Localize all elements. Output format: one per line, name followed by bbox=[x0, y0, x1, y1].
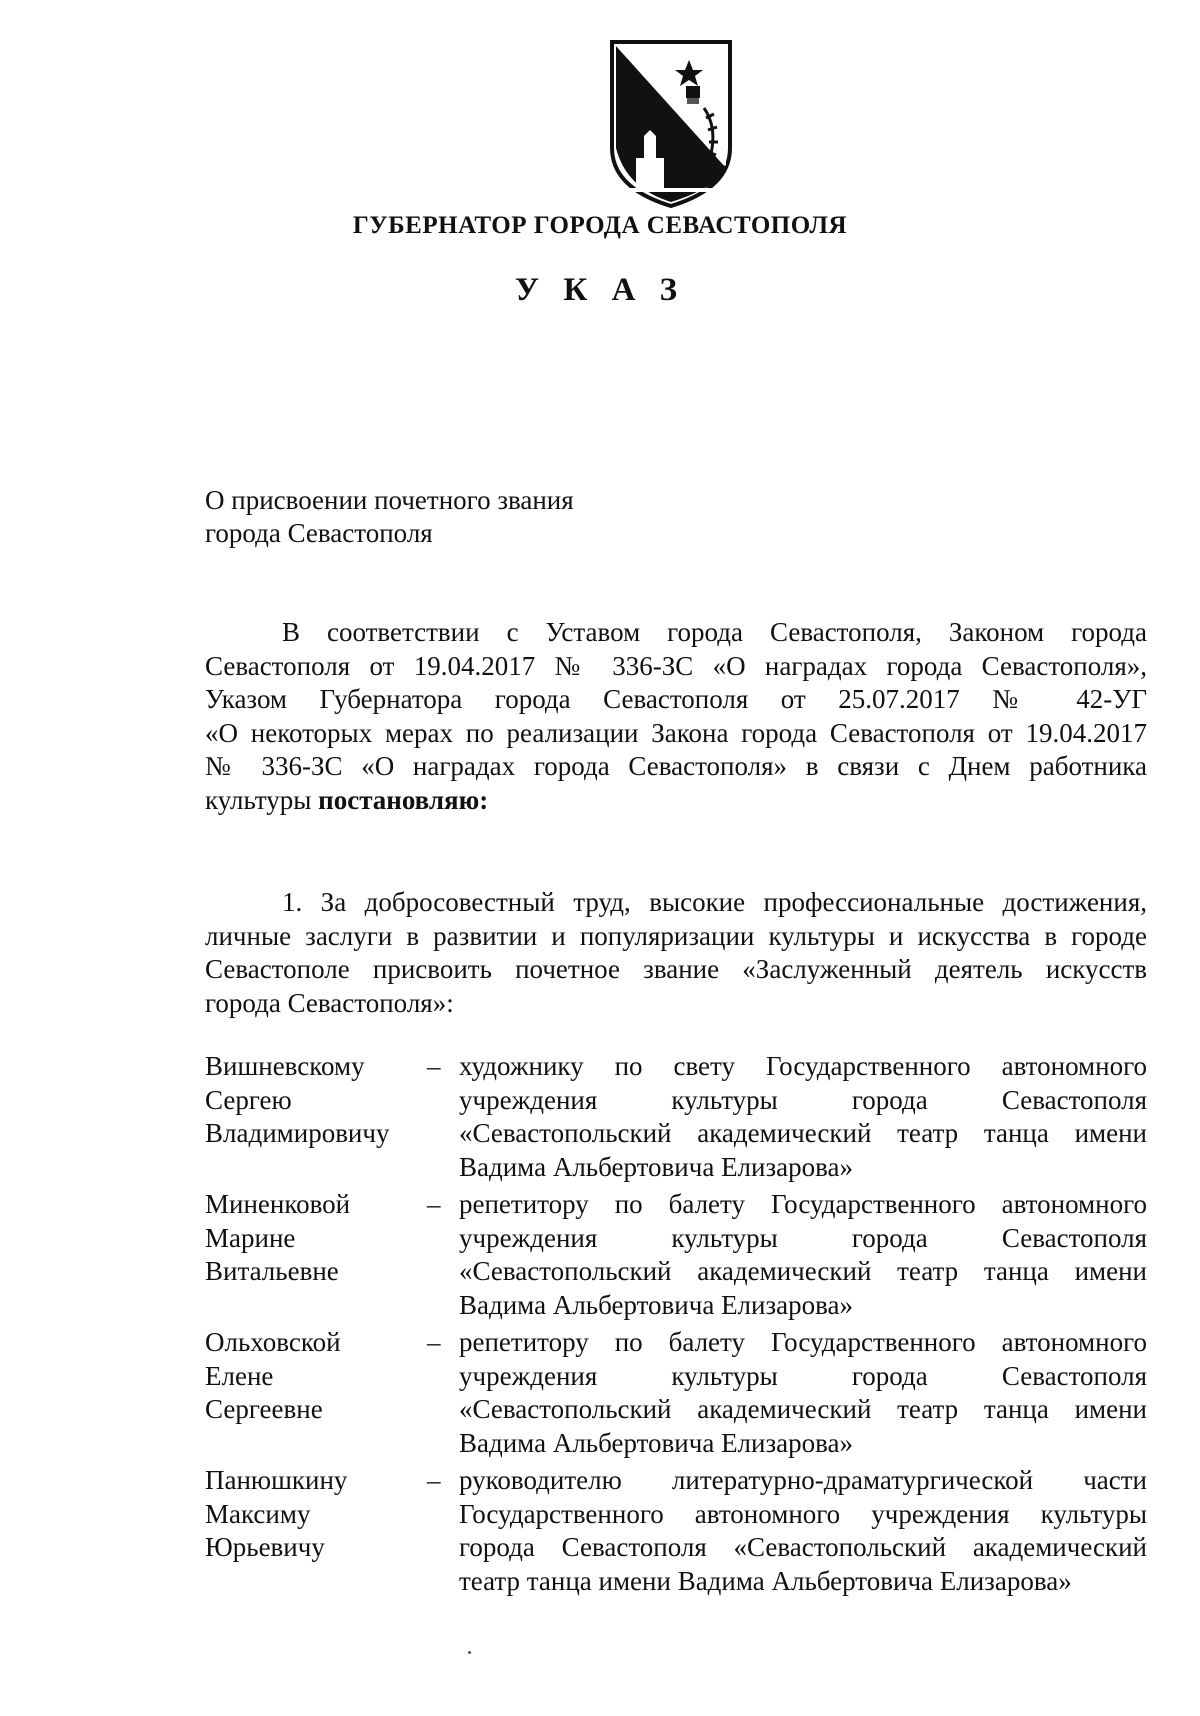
nominee-entry bbox=[205, 1326, 1147, 1460]
position-line: Вадима Альбертовича Елизарова» bbox=[459, 1151, 854, 1182]
name-line: Владимировичу bbox=[205, 1118, 390, 1148]
position-line: репетитору по балету Государственного автономного bbox=[459, 1189, 1147, 1219]
nominee-name bbox=[205, 1326, 427, 1460]
nominee-position bbox=[459, 1326, 1147, 1460]
name-line: Сергеевне bbox=[205, 1394, 323, 1424]
preamble-paragraph bbox=[205, 616, 1147, 818]
document-subject bbox=[205, 484, 574, 550]
position-line: города Севастополя «Севастопольский академический bbox=[459, 1532, 1147, 1562]
position-line: Вадима Альбертовича Елизарова» bbox=[459, 1289, 854, 1320]
nominee-position bbox=[459, 1050, 1147, 1184]
nominee-name bbox=[205, 1050, 427, 1184]
name-line: Миненковой bbox=[205, 1189, 351, 1219]
position-line: Государственного автономного учреждения культуры bbox=[459, 1498, 1147, 1529]
position-line: учреждения культуры города Севастополя bbox=[459, 1084, 1147, 1115]
position-line: учреждения культуры города Севастополя bbox=[459, 1222, 1147, 1253]
name-line: Марине bbox=[205, 1222, 296, 1253]
name-line: Сергею bbox=[205, 1084, 292, 1115]
nominee-position bbox=[459, 1464, 1147, 1598]
nominee-entry bbox=[205, 1464, 1147, 1598]
position-line: учреждения культуры города Севастополя bbox=[459, 1360, 1147, 1391]
resolution-keyword: постановляю: bbox=[318, 784, 489, 815]
position-line: театр танца имени Вадима Альбертовича Елизарова» bbox=[459, 1565, 1072, 1596]
paragraph-line: Севастополе присвоить почетное звание «Заслуженный деятель искусств bbox=[205, 954, 1147, 985]
name-line: Юрьевичу bbox=[205, 1532, 325, 1562]
nominee-list bbox=[205, 1050, 1147, 1598]
paragraph-line: личные заслуги в развитии и популяризации культуры и искусства в городе bbox=[205, 920, 1147, 951]
scan-speck bbox=[468, 1651, 471, 1654]
paragraph-line: 1. За добросовестный труд, высокие профессиональные достижения, bbox=[282, 887, 1147, 917]
clause-1-paragraph bbox=[205, 886, 1147, 1020]
dash-separator: – bbox=[427, 1189, 441, 1219]
nominee-name bbox=[205, 1464, 427, 1598]
position-line: «Севастопольский академический театр танца имени bbox=[459, 1118, 1147, 1148]
sevastopol-coat-of-arms-icon bbox=[606, 38, 736, 210]
position-line: «Севастопольский академический театр танца имени bbox=[459, 1256, 1147, 1286]
issuing-authority: ГУБЕРНАТОР ГОРОДА СЕВАСТОПОЛЯ bbox=[352, 212, 848, 239]
dash-separator: – bbox=[427, 1327, 441, 1357]
name-line: Панюшкину bbox=[205, 1465, 348, 1495]
name-line: Вишневскому bbox=[205, 1051, 365, 1081]
paragraph-text: культуры bbox=[205, 784, 319, 815]
paragraph-line: Указом Губернатора города Севастополя от 25.07.2017 № 42-УГ bbox=[205, 684, 1147, 715]
paragraph-line: города Севастополя»: bbox=[205, 987, 454, 1018]
nominee-name bbox=[205, 1188, 427, 1322]
position-line: репетитору по балету Государственного автономного bbox=[459, 1327, 1147, 1357]
paragraph-line: «О некоторых мерах по реализации Закона города Севастополя от 19.04.2017 bbox=[205, 717, 1147, 748]
position-line: художнику по свету Государственного автономного bbox=[459, 1051, 1147, 1081]
subject-line: О присвоении почетного звания bbox=[205, 485, 574, 515]
document-type-title: У К А З bbox=[514, 272, 686, 308]
position-line: руководителю литературно-драматургической части bbox=[459, 1465, 1147, 1495]
subject-line: города Севастополя bbox=[205, 518, 433, 548]
paragraph-line-final bbox=[205, 784, 1147, 818]
name-line: Витальевне bbox=[205, 1256, 339, 1286]
position-line: Вадима Альбертовича Елизарова» bbox=[459, 1427, 854, 1458]
nominee-entry bbox=[205, 1050, 1147, 1184]
name-line: Максиму bbox=[205, 1498, 311, 1529]
nominee-entry bbox=[205, 1188, 1147, 1322]
name-line: Ольховской bbox=[205, 1327, 341, 1357]
paragraph-line: В соответствии с Уставом города Севастополя, Законом города bbox=[282, 617, 1147, 647]
dash-separator: – bbox=[427, 1051, 441, 1081]
paragraph-line: Севастополя от 19.04.2017 № 336-ЗС «О наградах города Севастополя», bbox=[205, 650, 1147, 681]
dash-separator: – bbox=[427, 1465, 441, 1495]
nominee-position bbox=[459, 1188, 1147, 1322]
name-line: Елене bbox=[205, 1360, 274, 1391]
position-line: «Севастопольский академический театр танца имени bbox=[459, 1394, 1147, 1424]
paragraph-line: № 336-ЗС «О наградах города Севастополя» в связи с Днем работника bbox=[205, 751, 1147, 782]
